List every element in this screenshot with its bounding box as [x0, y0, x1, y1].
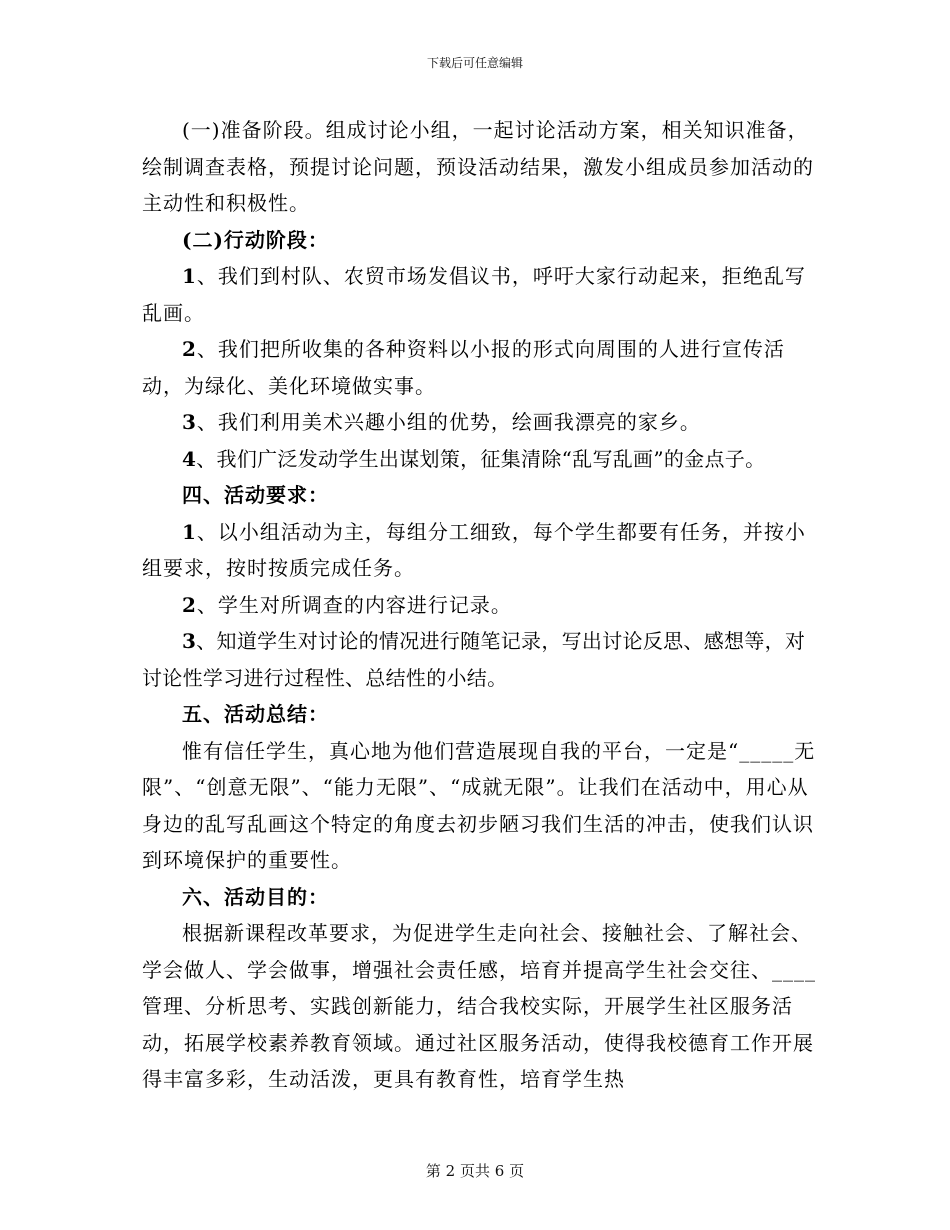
paragraph-preparation: (一)准备阶段。组成讨论小组，一起讨论活动方案，相关知识准备，绘制调查表格，预提讨论问题，预设活动结果，激发小组成员参加活动的主动性和积极性。 — [142, 118, 814, 215]
heading-summary: 五、活动总结： — [182, 702, 329, 726]
item-text: 、我们利用美术兴趣小组的优势，绘画我漂亮的家乡。 — [196, 410, 701, 434]
paragraph-purpose: 根据新课程改革要求，为促进学生走向社会、接触社会、了解社会、学会做人、学会做事，增强社会责任感，培育并提高学生社会交往、____管理、分析思考、实践创新能力，结合我校实际，开展学生社区服务活动，拓展学校素养教育领域。通过社区服务活动，使得我校德育工作开展得丰富多彩，生动活泼，更具有教育性，培育学生热 — [142, 921, 816, 1091]
item-text: 、学生对所调查的内容进行记录。 — [196, 592, 512, 617]
heading-purpose: 六、活动目的： — [182, 884, 329, 909]
list-item-action-3 — [142, 404, 822, 441]
list-item-requirement-3 — [142, 623, 822, 696]
list-item-requirement-2 — [142, 587, 822, 624]
page-header: 下载后可任意编辑 — [426, 56, 523, 70]
item-text: 、知道学生对讨论的情况进行随笔记录，写出讨论反思、感想等，对讨论性学习进行过程性、总结性的小结。 — [142, 629, 806, 690]
item-number: 1 — [182, 519, 197, 544]
list-item-requirement-1 — [142, 514, 822, 587]
item-number: 2 — [182, 592, 197, 617]
item-number: 4 — [182, 446, 197, 471]
item-text: 、我们广泛发动学生出谋划策，征集清除“乱写乱画”的金点子。 — [196, 446, 766, 471]
heading-requirements: 四、活动要求： — [182, 483, 329, 507]
page-footer: 第 2 页共 6 页 — [425, 1162, 525, 1180]
paragraph-summary: 惟有信任学生，真心地为他们营造展现自我的平台，一定是“_____无限”、“创意无限”、“能力无限”、“成就无限”。让我们在活动中，用心从身边的乱写乱画这个特定的角度去初步陋习我们生活的冲击，使我们认识到环境保护的重要性。 — [142, 738, 816, 872]
item-text: 、我们把所收集的各种资料以小报的形式向周围的人进行宣传活动，为绿化、美化环境做实事。 — [142, 337, 785, 398]
document-body — [142, 112, 822, 1098]
item-number: 2 — [182, 337, 197, 361]
item-text: 、我们到村队、农贸市场发倡议书，呼吁大家行动起来，拒绝乱写乱画。 — [142, 264, 806, 325]
item-number: 1 — [182, 264, 197, 288]
heading-action-stage: (二)行动阶段： — [182, 227, 329, 252]
list-item-action-2 — [142, 331, 822, 404]
item-number: 3 — [182, 629, 197, 653]
item-text: 、以小组活动为主，每组分工细致，每个学生都要有任务，并按小组要求，按时按质完成任务。 — [142, 519, 806, 580]
item-number: 3 — [182, 410, 197, 434]
list-item-action-4 — [142, 441, 822, 478]
list-item-action-1 — [142, 258, 822, 331]
